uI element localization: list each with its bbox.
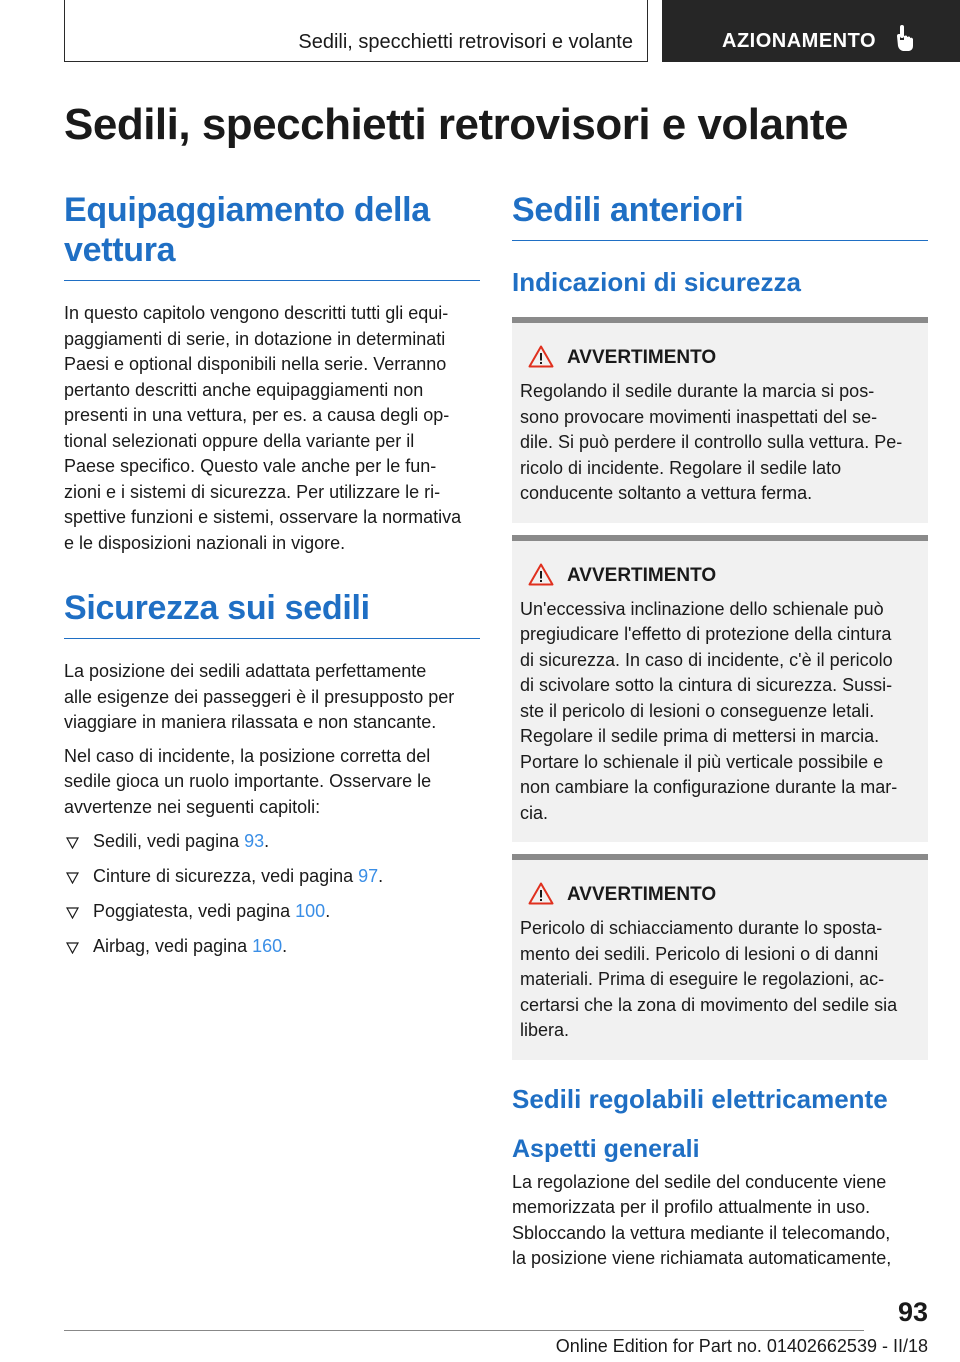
warning-box bbox=[512, 854, 928, 1060]
text-line: Sbloccando la vettura mediante il telecomando, bbox=[512, 1222, 891, 1243]
warning-header bbox=[520, 563, 920, 593]
text-line: tional selezionati oppure della variante per il bbox=[64, 430, 415, 451]
list-item-end: . bbox=[378, 866, 384, 886]
triangle-bullet-icon bbox=[66, 872, 79, 884]
header-section-box bbox=[64, 0, 648, 62]
warning-triangle-icon bbox=[528, 563, 554, 586]
text-line: Nel caso di incidente, la posizione corretta del bbox=[64, 745, 431, 766]
seat-safety-heading: Sicurezza sui sedili bbox=[64, 589, 370, 627]
text-line: pertanto descritti anche equipaggiamenti non bbox=[64, 379, 424, 400]
text-line: paggiamenti di serie, in dotazione in determinati bbox=[64, 328, 446, 349]
text-line: la posizione viene richiamata automaticamente, bbox=[512, 1248, 892, 1268]
text-line: pregiudicare l'effetto di protezione della cintura bbox=[520, 624, 892, 644]
triangle-bullet-icon bbox=[66, 942, 79, 954]
warning-header bbox=[520, 345, 920, 375]
warning-box bbox=[512, 535, 928, 843]
text-line: alle esigenze dei passeggeri è il presupposto per bbox=[64, 686, 455, 707]
page-link[interactable]: 97 bbox=[358, 866, 379, 886]
list-item-text: Airbag, vedi pagina bbox=[93, 936, 253, 956]
list-item bbox=[64, 934, 480, 960]
page-number: 93 bbox=[897, 1297, 928, 1327]
warning-box bbox=[512, 317, 928, 523]
text-line: La regolazione del sedile del conducente viene bbox=[512, 1171, 887, 1192]
text-line: Paese specifico. Questo vale anche per le fun- bbox=[64, 456, 437, 476]
text-line: certarsi che la zona di movimento del sedile sia bbox=[520, 994, 898, 1015]
header-section-title: Sedili, specchietti retrovisori e volante bbox=[298, 31, 633, 53]
triangle-bullet-icon bbox=[66, 907, 79, 919]
warning-triangle-icon bbox=[528, 345, 554, 368]
equipment-paragraph bbox=[64, 301, 480, 556]
left-column bbox=[64, 190, 480, 969]
warning-title: AVVERTIMENTO bbox=[567, 884, 717, 905]
text-line: ste il pericolo di lesioni o conseguenze letali. bbox=[520, 700, 875, 721]
text-line: Regolando il sedile durante la marcia si pos- bbox=[520, 381, 875, 401]
text-line: cia. bbox=[520, 802, 549, 823]
page-link[interactable]: 100 bbox=[295, 901, 326, 921]
triangle-bullet-icon bbox=[66, 837, 79, 849]
list-item bbox=[64, 864, 480, 890]
list-item-end: . bbox=[264, 831, 270, 851]
list-item-text: Poggiatesta, vedi pagina bbox=[93, 901, 296, 921]
text-line: viaggiare in maniera rilassata e non stancante. bbox=[64, 712, 437, 732]
text-line: ricolo di incidente. Regolare il sedile lato bbox=[520, 457, 842, 478]
text-line: conducente soltanto a vettura ferma. bbox=[520, 483, 813, 503]
warning-text bbox=[520, 379, 920, 507]
text-line: materiali. Prima di eseguire le regolazioni, ac- bbox=[520, 969, 885, 989]
electric-seats-heading: Sedili regolabili elettricamente bbox=[512, 1083, 888, 1114]
warning-text bbox=[520, 597, 920, 827]
text-line: dile. Si può perdere il controllo sulla vettura. Pe- bbox=[520, 432, 903, 452]
text-line: spettive funzioni e sistemi, osservare la normativa bbox=[64, 507, 462, 527]
general-paragraph bbox=[512, 1170, 928, 1272]
equipment-heading-line1: Equipaggiamento della bbox=[64, 191, 430, 229]
pointing-hand-icon bbox=[894, 24, 916, 52]
text-line: Un'eccessiva inclinazione dello schienale può bbox=[520, 598, 884, 619]
page-link[interactable]: 93 bbox=[244, 831, 265, 851]
page-link[interactable]: 160 bbox=[252, 936, 283, 956]
text-line: di sicurezza. In caso di incidente, c'è il pericolo bbox=[520, 649, 893, 670]
text-line: La posizione dei sedili adattata perfettamente bbox=[64, 661, 427, 681]
list-item bbox=[64, 899, 480, 925]
text-line: zioni e i sistemi di sicurezza. Per utilizzare le ri- bbox=[64, 481, 441, 502]
header-chapter-label: AZIONAMENTO bbox=[722, 30, 877, 52]
footer-edition: Online Edition for Part no. 01402662539 - II/18 bbox=[555, 1336, 928, 1356]
text-line: sono provocare movimenti inaspettati del se- bbox=[520, 406, 878, 427]
text-line: Paesi e optional disponibili nella serie. Verranno bbox=[64, 354, 447, 374]
equipment-heading bbox=[64, 190, 480, 270]
list-item-text: Cinture di sicurezza, vedi pagina bbox=[93, 866, 359, 886]
text-line: avvertenze nei seguenti capitoli: bbox=[64, 796, 321, 817]
text-line: In questo capitolo vengono descritti tutti gli equi- bbox=[64, 303, 449, 323]
equipment-heading-line2: vettura bbox=[64, 231, 176, 269]
header-chapter-box bbox=[662, 0, 960, 62]
list-item-end: . bbox=[282, 936, 288, 956]
text-line: e le disposizioni nazionali in vigore. bbox=[64, 532, 346, 553]
list-item-end: . bbox=[325, 901, 331, 921]
text-line: sedile gioca un ruolo importante. Osservare le bbox=[64, 771, 432, 791]
text-line: presenti in una vettura, per es. a causa degli op- bbox=[64, 405, 450, 425]
text-line: Portare lo schienale il più verticale possibile e bbox=[520, 751, 884, 772]
text-line: memorizzata per il profilo attualmente in uso. bbox=[512, 1197, 871, 1217]
warning-title: AVVERTIMENTO bbox=[567, 347, 717, 368]
text-line: Regolare il sedile prima di mettersi in marcia. bbox=[520, 726, 880, 746]
text-line: non cambiare la configurazione durante la mar- bbox=[520, 777, 898, 797]
warning-text bbox=[520, 916, 920, 1044]
text-line: di scivolare sotto la cintura di sicurezza. Sussi- bbox=[520, 675, 893, 695]
front-seats-heading: Sedili anteriori bbox=[512, 191, 744, 229]
warning-header bbox=[520, 882, 920, 912]
list-item bbox=[64, 829, 480, 855]
text-line: mento dei sedili. Pericolo di lesioni o di danni bbox=[520, 943, 879, 964]
safety-notes-heading: Indicazioni di sicurezza bbox=[512, 267, 801, 297]
seat-safety-paragraph-2 bbox=[64, 744, 480, 821]
right-column bbox=[512, 190, 928, 1272]
text-line: libera. bbox=[520, 1020, 570, 1040]
warning-title: AVVERTIMENTO bbox=[567, 564, 717, 586]
seat-safety-paragraph-1 bbox=[64, 659, 480, 736]
general-aspects-heading: Aspetti generali bbox=[512, 1134, 700, 1163]
chapter-reference-list bbox=[64, 829, 480, 960]
text-line: Pericolo di schiacciamento durante lo sposta- bbox=[520, 918, 883, 938]
footer-rule bbox=[64, 1330, 864, 1331]
page-title: Sedili, specchietti retrovisori e volante bbox=[64, 100, 849, 149]
list-item-text: Sedili, vedi pagina bbox=[93, 831, 245, 851]
warning-triangle-icon bbox=[528, 882, 554, 905]
